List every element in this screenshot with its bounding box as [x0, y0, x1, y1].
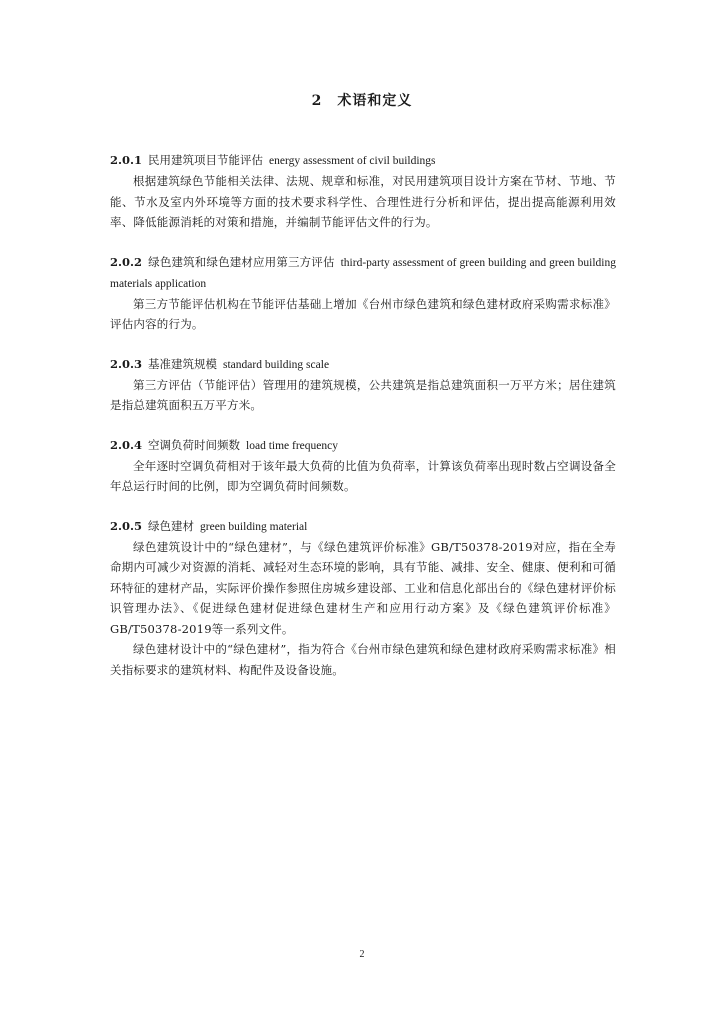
term-chinese: 空调负荷时间频数: [148, 437, 241, 452]
term-english: third-party assessment of green building and green building materials application: [110, 256, 616, 290]
term-number: 2.0.4: [110, 437, 143, 452]
term-chinese: 绿色建筑和绿色建材应用第三方评估: [148, 254, 335, 269]
term-number: 2.0.1: [110, 153, 143, 167]
term-heading: [110, 252, 616, 294]
definition-paragraph: 第三方评估（节能评估）管理用的建筑规模，公共建筑是指总建筑面积一万平方米；居住建筑是指总建筑面积五万平方米。: [110, 377, 616, 412]
term-section-2-0-2: [110, 252, 616, 335]
term-english: energy assessment of civil buildings: [269, 155, 436, 167]
term-heading: [110, 354, 616, 375]
page-number: 2: [359, 949, 365, 960]
term-heading: [110, 435, 616, 456]
term-heading: [110, 150, 616, 171]
term-section-2-0-3: [110, 354, 616, 416]
term-section-2-0-4: [110, 435, 616, 497]
term-chinese: 基准建筑规模: [148, 356, 218, 371]
term-number: 2.0.2: [110, 254, 143, 269]
term-section-2-0-5: [110, 516, 616, 681]
term-english: load time frequency: [246, 439, 338, 452]
definition-paragraph: 根据建筑绿色节能相关法律、法规、规章和标准，对民用建筑项目设计方案在节材、节地、节能、节水及室内外环境等方面的技术要求科学性、合理性进行分析和评估，提出提高能源利用效率、降低能源消耗的对策和措施，并编制节能评估文件的行为。: [110, 174, 616, 229]
term-number: 2.0.5: [110, 518, 143, 533]
definition-paragraph: 全年逐时空调负荷相对于该年最大负荷的比值为负荷率，计算该负荷率出现时数占空调设备全年总运行时间的比例，即为空调负荷时间频数。: [110, 458, 616, 493]
term-number: 2.0.3: [110, 356, 143, 371]
document-body: [110, 150, 616, 699]
definition-paragraph: 第三方节能评估机构在节能评估基础上增加《台州市绿色建筑和绿色建材政府采购需求标准》评估内容的行为。: [110, 296, 616, 331]
term-section-2-0-1: [110, 150, 616, 233]
term-english: standard building scale: [223, 358, 330, 371]
term-heading: [110, 516, 616, 537]
definition-paragraph: 绿色建材设计中的“绿色建材”，指为符合《台州市绿色建筑和绿色建材政府采购需求标准》相关指标要求的建筑材料、构配件及设备设施。: [110, 642, 616, 677]
term-chinese: 民用建筑项目节能评估: [148, 153, 264, 167]
definition-paragraph: 绿色建筑设计中的“绿色建材”，与《绿色建筑评价标准》GB/T50378-2019对应，指在全寿命期内可减少对资源的消耗、减轻对生态环境的影响，具有节能、减排、安全、健康、便利和可循环特征的建材产品，实际评价操作参照住房城乡建设部、工业和信息化部出台的《绿色建材评价标识管理办法》、《促进绿色建材促进绿色建材生产和应用行动方案》及《绿色建筑评价标准》GB/T50378-2019等一系列文件。: [110, 539, 616, 636]
term-english: green building material: [200, 520, 308, 533]
chapter-title: 2 术语和定义: [311, 93, 413, 109]
term-chinese: 绿色建材: [148, 518, 195, 533]
